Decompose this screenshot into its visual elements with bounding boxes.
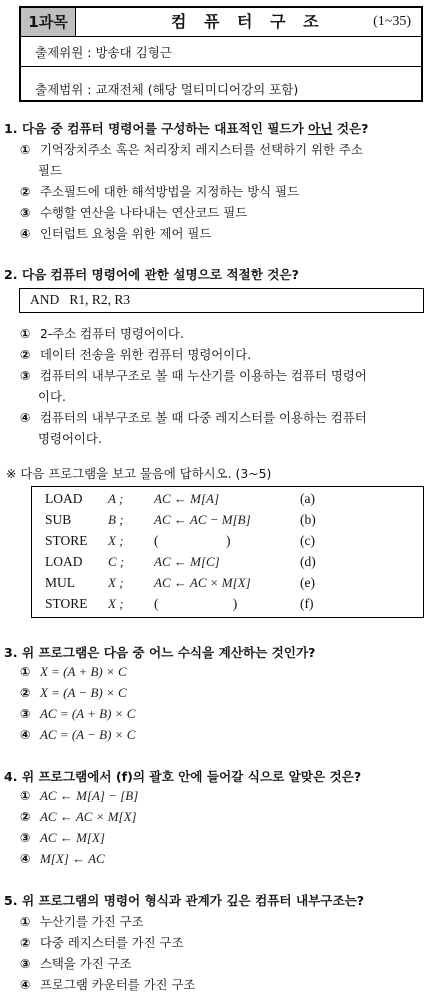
program-line	[32, 512, 423, 533]
option-text: 인터럽트 요청을 위한 제어 필드	[39, 226, 212, 241]
note-mark: ※	[6, 466, 17, 481]
option-mark: ③	[20, 706, 31, 721]
q5-option-4[interactable]	[20, 975, 195, 993]
option-mark: ②	[20, 935, 31, 950]
option-mark: ④	[20, 851, 31, 866]
program-operand: B ;	[108, 512, 124, 527]
option-mark: ①	[20, 664, 31, 679]
program-line	[32, 491, 423, 512]
option-mark: ④	[20, 977, 31, 992]
program-tag: (d)	[300, 554, 316, 569]
option-text: 이다.	[38, 389, 66, 404]
program-expression: AC ← M[A]	[154, 491, 219, 506]
q3-option-3[interactable]	[20, 706, 135, 722]
instruction-text: AND R1, R2, R3	[30, 292, 131, 307]
subject-tag: 1과목	[21, 8, 76, 36]
program-expression: AC ← AC − M[B]	[154, 512, 251, 527]
program-line	[32, 596, 423, 617]
q2-option-4-cont	[38, 429, 102, 447]
q2-option-1[interactable]	[20, 324, 184, 342]
option-mark: ①	[20, 326, 31, 341]
option-text: 명령어이다.	[38, 431, 102, 446]
option-mark: ①	[20, 914, 31, 929]
page-title: 컴 퓨 터 구 조	[171, 12, 325, 31]
instruction-box	[19, 288, 424, 313]
q2-option-3-cont	[38, 387, 66, 405]
q3-option-2[interactable]	[20, 685, 127, 701]
program-opcode: LOAD	[45, 554, 83, 569]
question-number: 2.	[4, 267, 18, 282]
option-formula: AC = (A − B) × C	[39, 727, 136, 742]
program-tag: (e)	[300, 575, 315, 590]
program-operand: A ;	[108, 491, 124, 506]
q2-option-2[interactable]	[20, 345, 251, 363]
question-1	[4, 118, 369, 137]
program-expression-blank: ( )	[154, 596, 238, 611]
option-mark: ①	[20, 142, 31, 157]
note-text: 다음 프로그램을 보고 물음에 답하시오. (3~5)	[20, 466, 272, 481]
option-mark: ④	[20, 727, 31, 742]
author-text: 출제위원 : 방송대 김형근	[35, 45, 172, 60]
option-text: 필드	[38, 163, 62, 178]
header-title-row	[21, 8, 421, 37]
program-box	[31, 486, 424, 618]
scope-text: 출제범위 : 교재전체 (해당 멀티미디어강의 포함)	[35, 82, 299, 97]
program-note	[6, 464, 271, 482]
option-mark: ③	[20, 205, 31, 220]
q2-option-3[interactable]	[20, 366, 367, 384]
question-5	[4, 890, 364, 909]
q1-option-1-cont	[38, 161, 62, 179]
program-expression: AC ← M[C]	[154, 554, 220, 569]
author-row	[21, 36, 421, 67]
program-operand: C ;	[108, 554, 125, 569]
program-tag: (a)	[300, 491, 315, 506]
q1-option-2[interactable]	[20, 182, 299, 200]
option-text: 2-주소 컴퓨터 명령어이다.	[39, 326, 184, 341]
question-text-end: 것은?	[332, 121, 369, 136]
q4-option-2[interactable]	[20, 809, 137, 825]
question-number: 3.	[4, 645, 18, 660]
exam-header-box	[19, 6, 423, 102]
program-operand: X ;	[108, 596, 124, 611]
question-2	[4, 264, 299, 283]
program-tag: (b)	[300, 512, 316, 527]
option-mark: ③	[20, 956, 31, 971]
option-mark: ③	[20, 368, 31, 383]
question-text: 다음 컴퓨터 명령어에 관한 설명으로 적절한 것은?	[21, 267, 299, 282]
program-tag: (c)	[300, 533, 315, 548]
q2-option-4[interactable]	[20, 408, 367, 426]
option-mark: ②	[20, 809, 31, 824]
option-text: 스택을 가진 구조	[39, 956, 132, 971]
question-4	[4, 766, 361, 785]
question-3	[4, 642, 315, 661]
option-formula: AC ← AC × M[X]	[39, 809, 137, 824]
question-range: (1~35)	[373, 14, 411, 29]
question-text: 위 프로그램은 다음 중 어느 수식을 계산하는 것인가?	[21, 645, 316, 660]
question-text: 위 프로그램에서 (f)의 괄호 안에 들어갈 식으로 알맞은 것은?	[21, 769, 362, 784]
program-line	[32, 575, 423, 596]
program-tag: (f)	[300, 596, 314, 611]
option-text: 다중 레지스터를 가진 구조	[39, 935, 184, 950]
program-line	[32, 533, 423, 554]
option-formula: M[X] ← AC	[39, 851, 105, 866]
option-text: 프로그램 카운터를 가진 구조	[39, 977, 196, 992]
question-number: 5.	[4, 893, 18, 908]
option-mark: ④	[20, 226, 31, 241]
option-mark: ①	[20, 788, 31, 803]
q1-option-1[interactable]	[20, 140, 363, 158]
q4-option-1[interactable]	[20, 788, 138, 804]
q5-option-2[interactable]	[20, 933, 183, 951]
q4-option-4[interactable]	[20, 851, 105, 867]
program-expression: AC ← AC × M[X]	[154, 575, 251, 590]
q5-option-1[interactable]	[20, 912, 144, 930]
program-line	[32, 554, 423, 575]
question-number: 1.	[4, 121, 18, 136]
option-text: 기억장치주소 혹은 처리장치 레지스터를 선택하기 위한 주소	[39, 142, 363, 157]
q4-option-3[interactable]	[20, 830, 105, 846]
q3-option-1[interactable]	[20, 664, 127, 680]
option-mark: ③	[20, 830, 31, 845]
program-expression-blank: ( )	[154, 533, 231, 548]
option-text: 컴퓨터의 내부구조로 볼 때 다중 레지스터를 이용하는 컴퓨터	[39, 410, 367, 425]
option-text: 수행할 연산을 나타내는 연산코드 필드	[39, 205, 248, 220]
option-formula: X = (A + B) × C	[39, 664, 127, 679]
program-operand: X ;	[108, 533, 124, 548]
q5-option-3[interactable]	[20, 954, 132, 972]
q3-option-4[interactable]	[20, 727, 135, 743]
option-text: 누산기를 가진 구조	[39, 914, 144, 929]
program-opcode: STORE	[45, 533, 88, 548]
option-mark: ②	[20, 347, 31, 362]
option-formula: X = (A − B) × C	[39, 685, 127, 700]
option-text: 데이터 전송을 위한 컴퓨터 명령어이다.	[39, 347, 252, 362]
question-underlined-word: 아닌	[308, 121, 333, 136]
option-text: 컴퓨터의 내부구조로 볼 때 누산기를 이용하는 컴퓨터 명령어	[39, 368, 367, 383]
option-formula: AC ← M[X]	[39, 830, 105, 845]
option-mark: ④	[20, 410, 31, 425]
program-operand: X ;	[108, 575, 124, 590]
option-text: 주소필드에 대한 해석방법을 지정하는 방식 필드	[39, 184, 300, 199]
q1-option-3[interactable]	[20, 203, 247, 221]
question-text: 위 프로그램의 명령어 형식과 관계가 깊은 컴퓨터 내부구조는?	[21, 893, 365, 908]
option-mark: ②	[20, 184, 31, 199]
option-formula: AC = (A + B) × C	[39, 706, 136, 721]
program-opcode: LOAD	[45, 491, 83, 506]
program-opcode: SUB	[45, 512, 72, 527]
question-number: 4.	[4, 769, 18, 784]
q1-option-4[interactable]	[20, 224, 211, 242]
program-opcode: MUL	[45, 575, 75, 590]
option-mark: ②	[20, 685, 31, 700]
program-opcode: STORE	[45, 596, 88, 611]
question-text: 다음 중 컴퓨터 명령어를 구성하는 대표적인 필드가	[21, 121, 309, 136]
option-formula: AC ← M[A] − [B]	[39, 788, 139, 803]
